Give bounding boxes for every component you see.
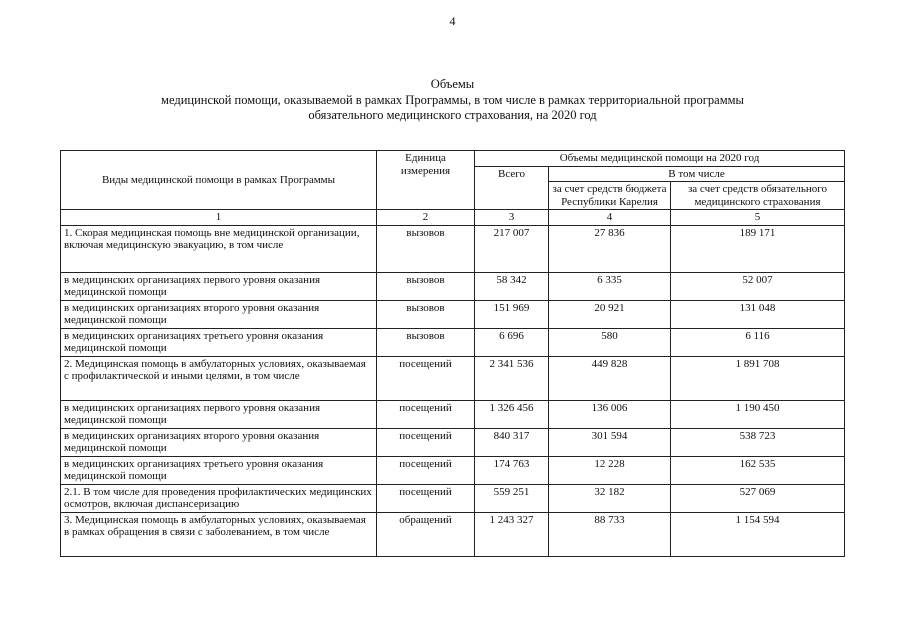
row-total: 6 696 <box>475 328 549 356</box>
row-total: 1 243 327 <box>475 512 549 556</box>
row-unit: посещений <box>377 428 475 456</box>
row-oms: 538 723 <box>671 428 845 456</box>
header-unit: Единица измерения <box>377 151 475 210</box>
table-row <box>61 356 845 400</box>
row-oms: 1 190 450 <box>671 400 845 428</box>
row-total: 2 341 536 <box>475 356 549 400</box>
column-number: 1 <box>61 210 377 226</box>
column-number: 5 <box>671 210 845 226</box>
row-name: 1. Скорая медицинская помощь вне медицинской организации, включая медицинскую эвакуацию, в том числе <box>61 225 377 272</box>
row-oms: 131 048 <box>671 300 845 328</box>
row-oms: 189 171 <box>671 225 845 272</box>
table-row <box>61 300 845 328</box>
row-oms: 527 069 <box>671 484 845 512</box>
row-budget: 580 <box>549 328 671 356</box>
row-name: в медицинских организациях первого уровня оказания медицинской помощи <box>61 272 377 300</box>
row-total: 840 317 <box>475 428 549 456</box>
table-row <box>61 512 845 556</box>
title-line-2: медицинской помощи, оказываемой в рамках Программы, в том числе в рамках территориальной программы <box>161 92 744 107</box>
column-number: 2 <box>377 210 475 226</box>
table-row <box>61 328 845 356</box>
row-name: 2. Медицинская помощь в амбулаторных условиях, оказываемая с профилактической и иными целями, в том числе <box>61 356 377 400</box>
table-row <box>61 484 845 512</box>
row-name: в медицинских организациях третьего уровня оказания медицинской помощи <box>61 328 377 356</box>
column-numbers-row <box>61 210 845 226</box>
row-budget: 20 921 <box>549 300 671 328</box>
row-oms: 6 116 <box>671 328 845 356</box>
row-name: в медицинских организациях третьего уровня оказания медицинской помощи <box>61 456 377 484</box>
row-total: 174 763 <box>475 456 549 484</box>
row-total: 559 251 <box>475 484 549 512</box>
row-total: 58 342 <box>475 272 549 300</box>
row-unit: обращений <box>377 512 475 556</box>
row-budget: 136 006 <box>549 400 671 428</box>
row-oms: 52 007 <box>671 272 845 300</box>
header-volumes: Объемы медицинской помощи на 2020 год <box>475 151 845 167</box>
row-name: 2.1. В том числе для проведения профилактических медицинских осмотров, включая диспансеризацию <box>61 484 377 512</box>
table-header <box>61 151 845 226</box>
row-total: 217 007 <box>475 225 549 272</box>
column-number: 3 <box>475 210 549 226</box>
header-kinds: Виды медицинской помощи в рамках Программы <box>61 151 377 210</box>
page-number: 4 <box>449 14 456 28</box>
header-oms: за счет средств обязательного медицинского страхования <box>671 182 845 210</box>
row-total: 1 326 456 <box>475 400 549 428</box>
header-budget: за счет средств бюджета Республики Карелия <box>549 182 671 210</box>
row-budget: 27 836 <box>549 225 671 272</box>
row-name: в медицинских организациях второго уровня оказания медицинской помощи <box>61 428 377 456</box>
row-unit: вызовов <box>377 225 475 272</box>
row-budget: 88 733 <box>549 512 671 556</box>
row-budget: 301 594 <box>549 428 671 456</box>
column-number: 4 <box>549 210 671 226</box>
table-body <box>61 225 845 556</box>
title-line-3: обязательного медицинского страхования, на 2020 год <box>308 108 597 122</box>
row-budget: 6 335 <box>549 272 671 300</box>
row-unit: посещений <box>377 400 475 428</box>
row-oms: 1 891 708 <box>671 356 845 400</box>
row-total: 151 969 <box>475 300 549 328</box>
row-unit: посещений <box>377 356 475 400</box>
header-total: Всего <box>475 166 549 210</box>
row-unit: посещений <box>377 456 475 484</box>
row-name: в медицинских организациях первого уровня оказания медицинской помощи <box>61 400 377 428</box>
table-row <box>61 456 845 484</box>
table-row <box>61 272 845 300</box>
document-title <box>0 77 905 124</box>
header-including: В том числе <box>549 166 845 182</box>
table-row <box>61 225 845 272</box>
row-unit: вызовов <box>377 272 475 300</box>
row-budget: 12 228 <box>549 456 671 484</box>
row-oms: 162 535 <box>671 456 845 484</box>
row-unit: вызовов <box>377 328 475 356</box>
row-name: 3. Медицинская помощь в амбулаторных условиях, оказываемая в рамках обращения в связи с заболеванием, в том числе <box>61 512 377 556</box>
title-line-1: Объемы <box>430 77 475 91</box>
row-name: в медицинских организациях второго уровня оказания медицинской помощи <box>61 300 377 328</box>
table-row <box>61 428 845 456</box>
row-budget: 32 182 <box>549 484 671 512</box>
table-row <box>61 400 845 428</box>
row-oms: 1 154 594 <box>671 512 845 556</box>
row-unit: вызовов <box>377 300 475 328</box>
row-unit: посещений <box>377 484 475 512</box>
volumes-table <box>60 150 845 557</box>
row-budget: 449 828 <box>549 356 671 400</box>
